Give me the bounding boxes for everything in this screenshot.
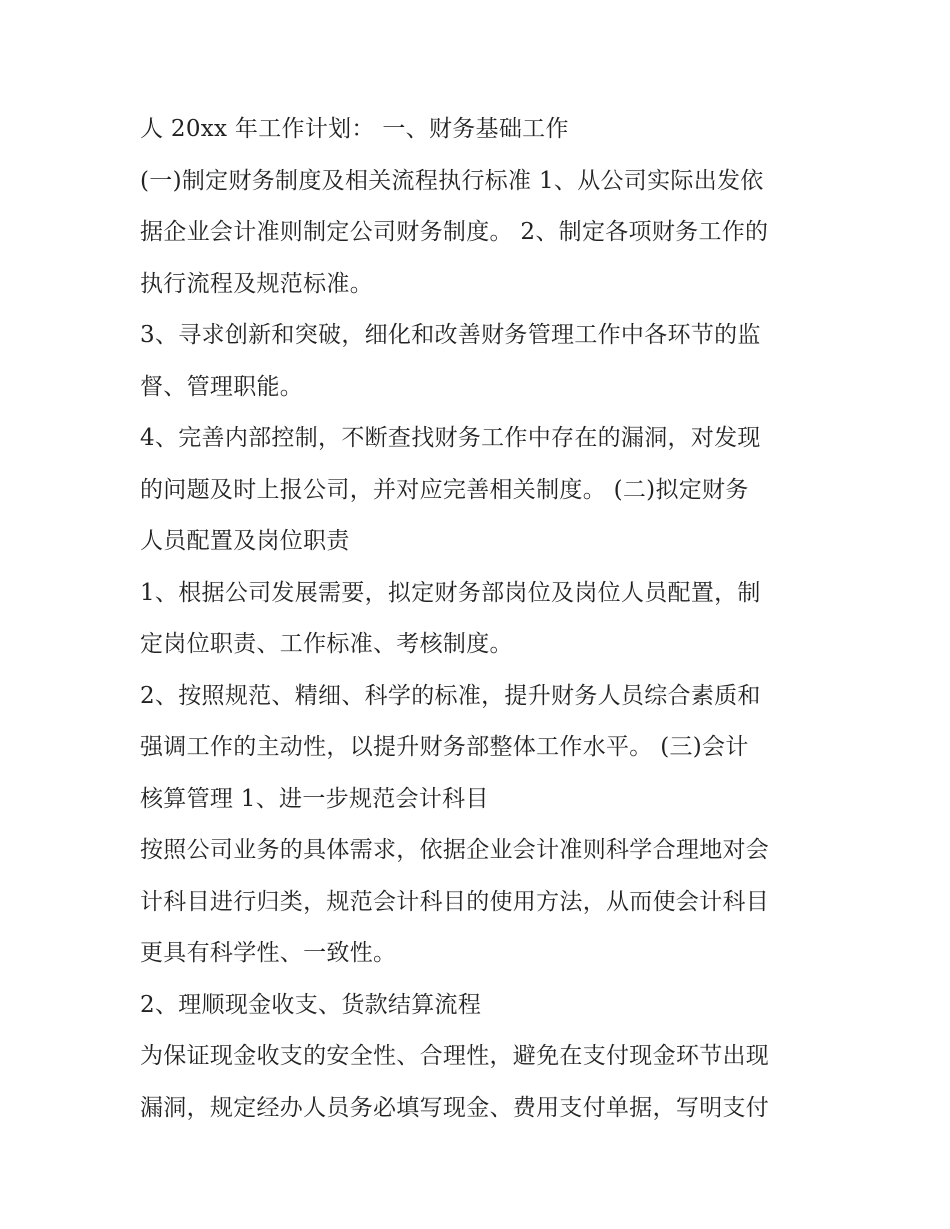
text-line: 人 20xx 年工作计划： 一、财务基础工作	[140, 116, 569, 142]
text-line: 1、根据公司发展需要，拟定财务部岗位及岗位人员配置，制	[140, 579, 761, 606]
text-line: 的问题及时上报公司，并对应完善相关制度。 (二)拟定财务	[140, 476, 749, 503]
text-line: 漏洞，规定经办人员务必填写现金、费用支付单据，写明支付	[140, 1094, 770, 1121]
text-line: (一)制定财务制度及相关流程执行标准 1、从公司实际出发依	[140, 167, 764, 194]
text-line: 执行流程及规范标准。	[140, 270, 373, 297]
text-line: 定岗位职责、工作标准、考核制度。	[140, 631, 513, 657]
text-line: 2、理顺现金收支、货款结算流程	[140, 991, 482, 1018]
text-line: 4、完善内部控制，不断查找财务工作中存在的漏洞，对发现	[140, 425, 761, 451]
text-line: 3、寻求创新和突破，细化和改善财务管理工作中各环节的监	[140, 322, 761, 348]
text-line: 据企业会计准则制定公司财务制度。 2、制定各项财务工作的	[140, 219, 769, 245]
text-line: 督、管理职能。	[140, 373, 304, 400]
document-body	[140, 104, 820, 1134]
text-line: 人员配置及岗位职责	[140, 528, 350, 554]
text-line: 为保证现金收支的安全性、合理性，避免在支付现金环节出现	[140, 1043, 770, 1069]
text-line: 计科目进行归类，规范会计科目的使用方法，从而使会计科目	[140, 888, 770, 915]
text-line: 按照公司业务的具体需求，依据企业会计准则科学合理地对会	[140, 837, 770, 863]
text-line: 强调工作的主动性，以提升财务部整体工作水平。 (三)会计	[140, 734, 749, 760]
text-line: 2、按照规范、精细、科学的标准，提升财务人员综合素质和	[140, 682, 761, 709]
text-line: 更具有科学性、一致性。	[140, 940, 397, 966]
text-line: 核算管理 1、进一步规范会计科目	[140, 785, 489, 812]
